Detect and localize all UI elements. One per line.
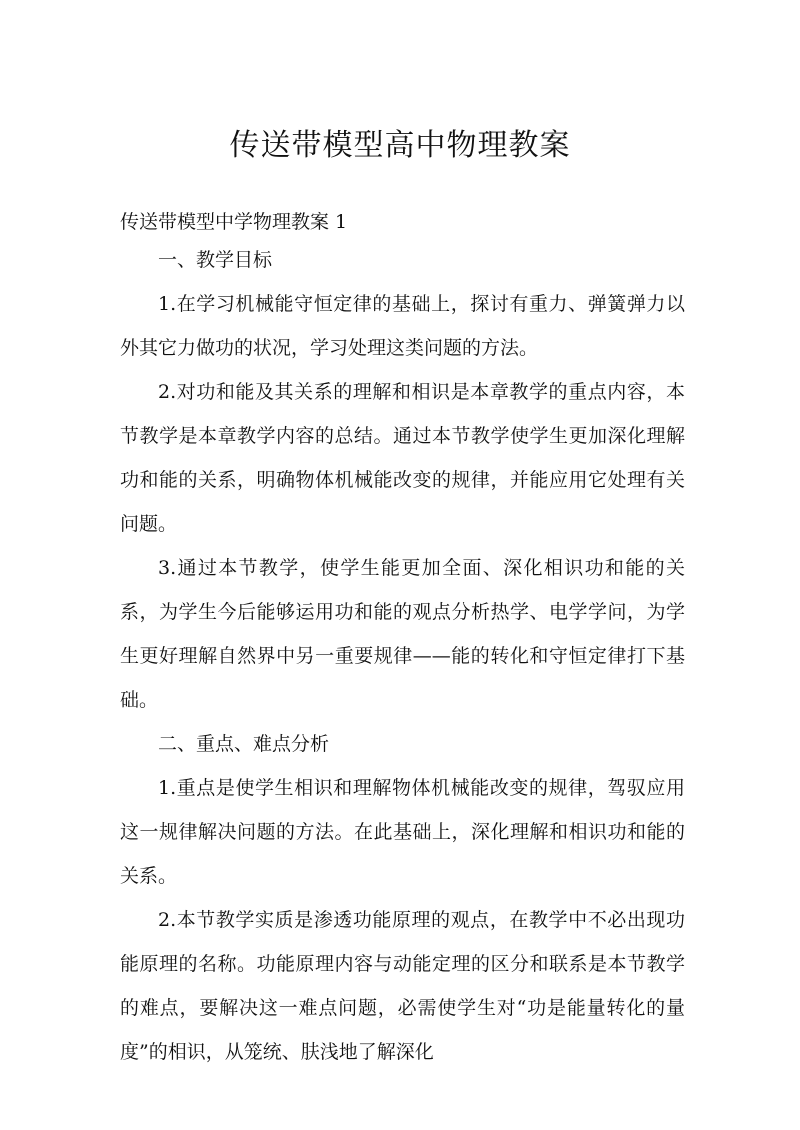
paragraph-goal-3: 3.通过本节教学，使学生能更加全面、深化相识功和能的关系，为学生今后能够运用功和能的观点分析热学、电学学问，为学生更好理解自然界中另一重要规律——能的转化和守恒定律打下基础。: [120, 557, 685, 711]
document-title: 传送带模型高中物理教案: [229, 128, 571, 163]
paragraph-key-1: 1.重点是使学生相识和理解物体机械能改变的规律，驾驭应用这一规律解决问题的方法。在此基础上，深化理解和相识功和能的关系。: [120, 777, 685, 887]
paragraph-goal-1: 1.在学习机械能守恒定律的基础上，探讨有重力、弹簧弹力以外其它力做功的状况，学习处理这类问题的方法。: [120, 293, 685, 359]
section-subtitle: 传送带模型中学物理教案 1: [120, 211, 348, 233]
paragraph-key-2: 2.本节教学实质是渗透功能原理的观点，在教学中不必出现功能原理的名称。功能原理内容与动能定理的区分和联系是本节教学的难点，要解决这一难点问题，必需使学生对“功是能量转化的量度”的相识，从笼统、肤浅地了解深化: [120, 909, 685, 1063]
heading-teaching-goals: 一、教学目标: [158, 249, 273, 271]
heading-key-points: 二、重点、难点分析: [158, 733, 330, 755]
paragraph-goal-2: 2.对功和能及其关系的理解和相识是本章教学的重点内容，本节教学是本章教学内容的总结。通过本节教学使学生更加深化理解功和能的关系，明确物体机械能改变的规律，并能应用它处理有关问题。: [120, 381, 685, 535]
